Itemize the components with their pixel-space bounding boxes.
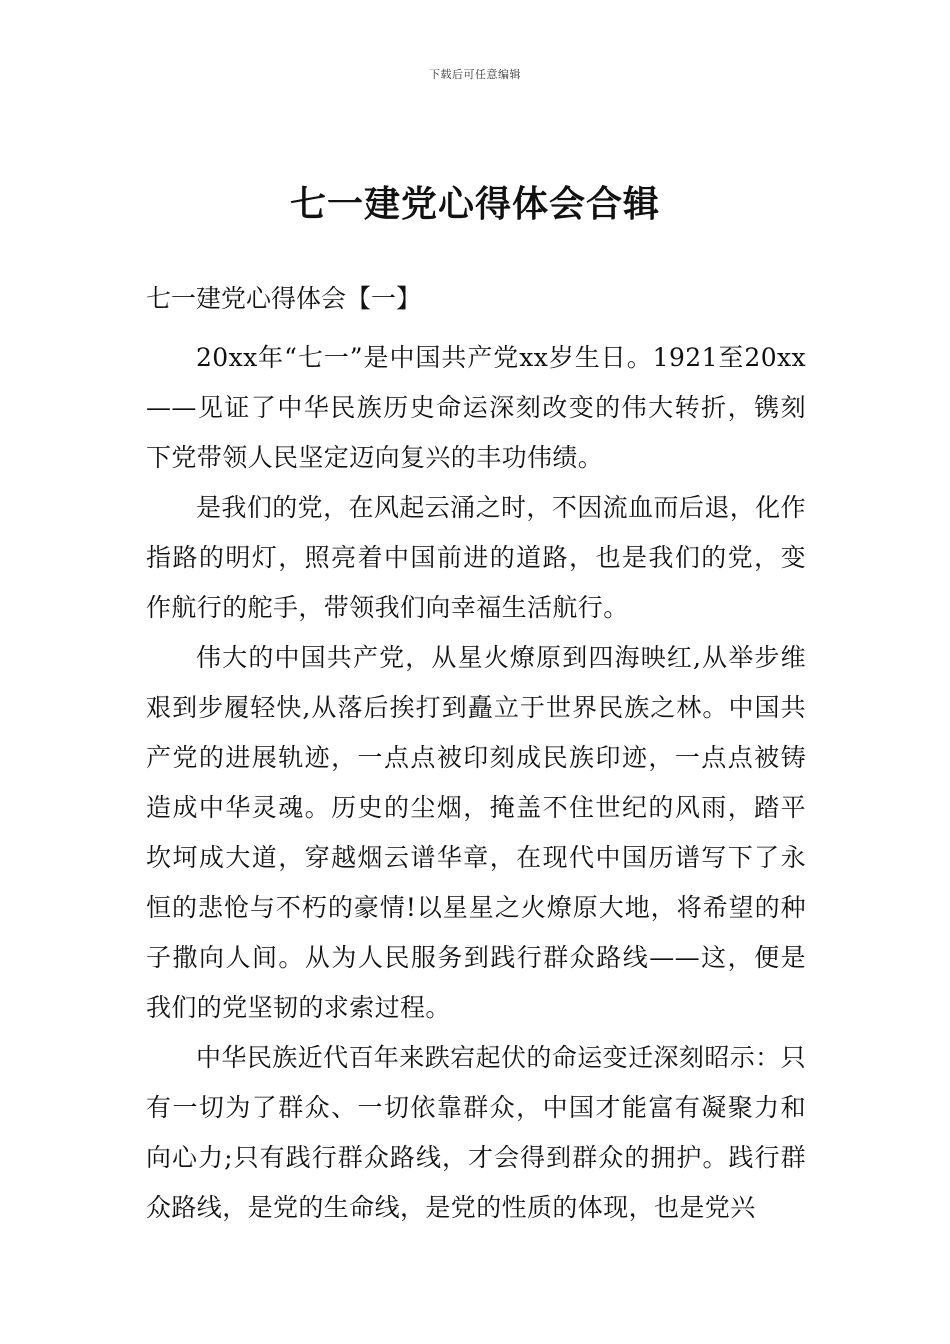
document-body — [146, 280, 806, 1233]
section-heading: 七一建党心得体会【一】 — [146, 284, 422, 313]
header-note: 下载后可任意编辑 — [429, 68, 521, 81]
document-title: 七一建党心得体会合辑 — [289, 184, 660, 225]
paragraph: 中华民族近代百年来跌宕起伏的命运变迁深刻昭示：只有一切为了群众、一切依靠群众，中国才能富有凝聚力和向心力;只有践行群众路线，才会得到群众的拥护。践行群众路线，是党的生命线，是党的性质的体现，也是党兴 — [146, 1043, 806, 1222]
paragraph: 是我们的党，在风起云涌之时，不因流血而后退，化作指路的明灯，照亮着中国前进的道路，也是我们的党，变作航行的舵手，带领我们向幸福生活航行。 — [146, 493, 806, 622]
paragraph: 20xx年“七一”是中国共产党xx岁生日。1921至20xx——见证了中华民族历史命运深刻改变的伟大转折，镌刻下党带领人民坚定迈向复兴的丰功伟绩。 — [146, 343, 806, 472]
paragraph: 伟大的中国共产党，从星火燎原到四海映红,从举步维艰到步履轻快,从落后挨打到矗立于世界民族之林。中国共产党的进展轨迹，一点点被印刻成民族印迹，一点点被铸造成中华灵魂。历史的尘烟，掩盖不住世纪的风雨，踏平坎坷成大道，穿越烟云谱华章，在现代中国历谱写下了永恒的悲怆与不朽的豪情!以星星之火燎原大地，将希望的种子撒向人间。从为人民服务到践行群众路线——这，便是我们的党坚韧的求索过程。 — [146, 643, 806, 1022]
